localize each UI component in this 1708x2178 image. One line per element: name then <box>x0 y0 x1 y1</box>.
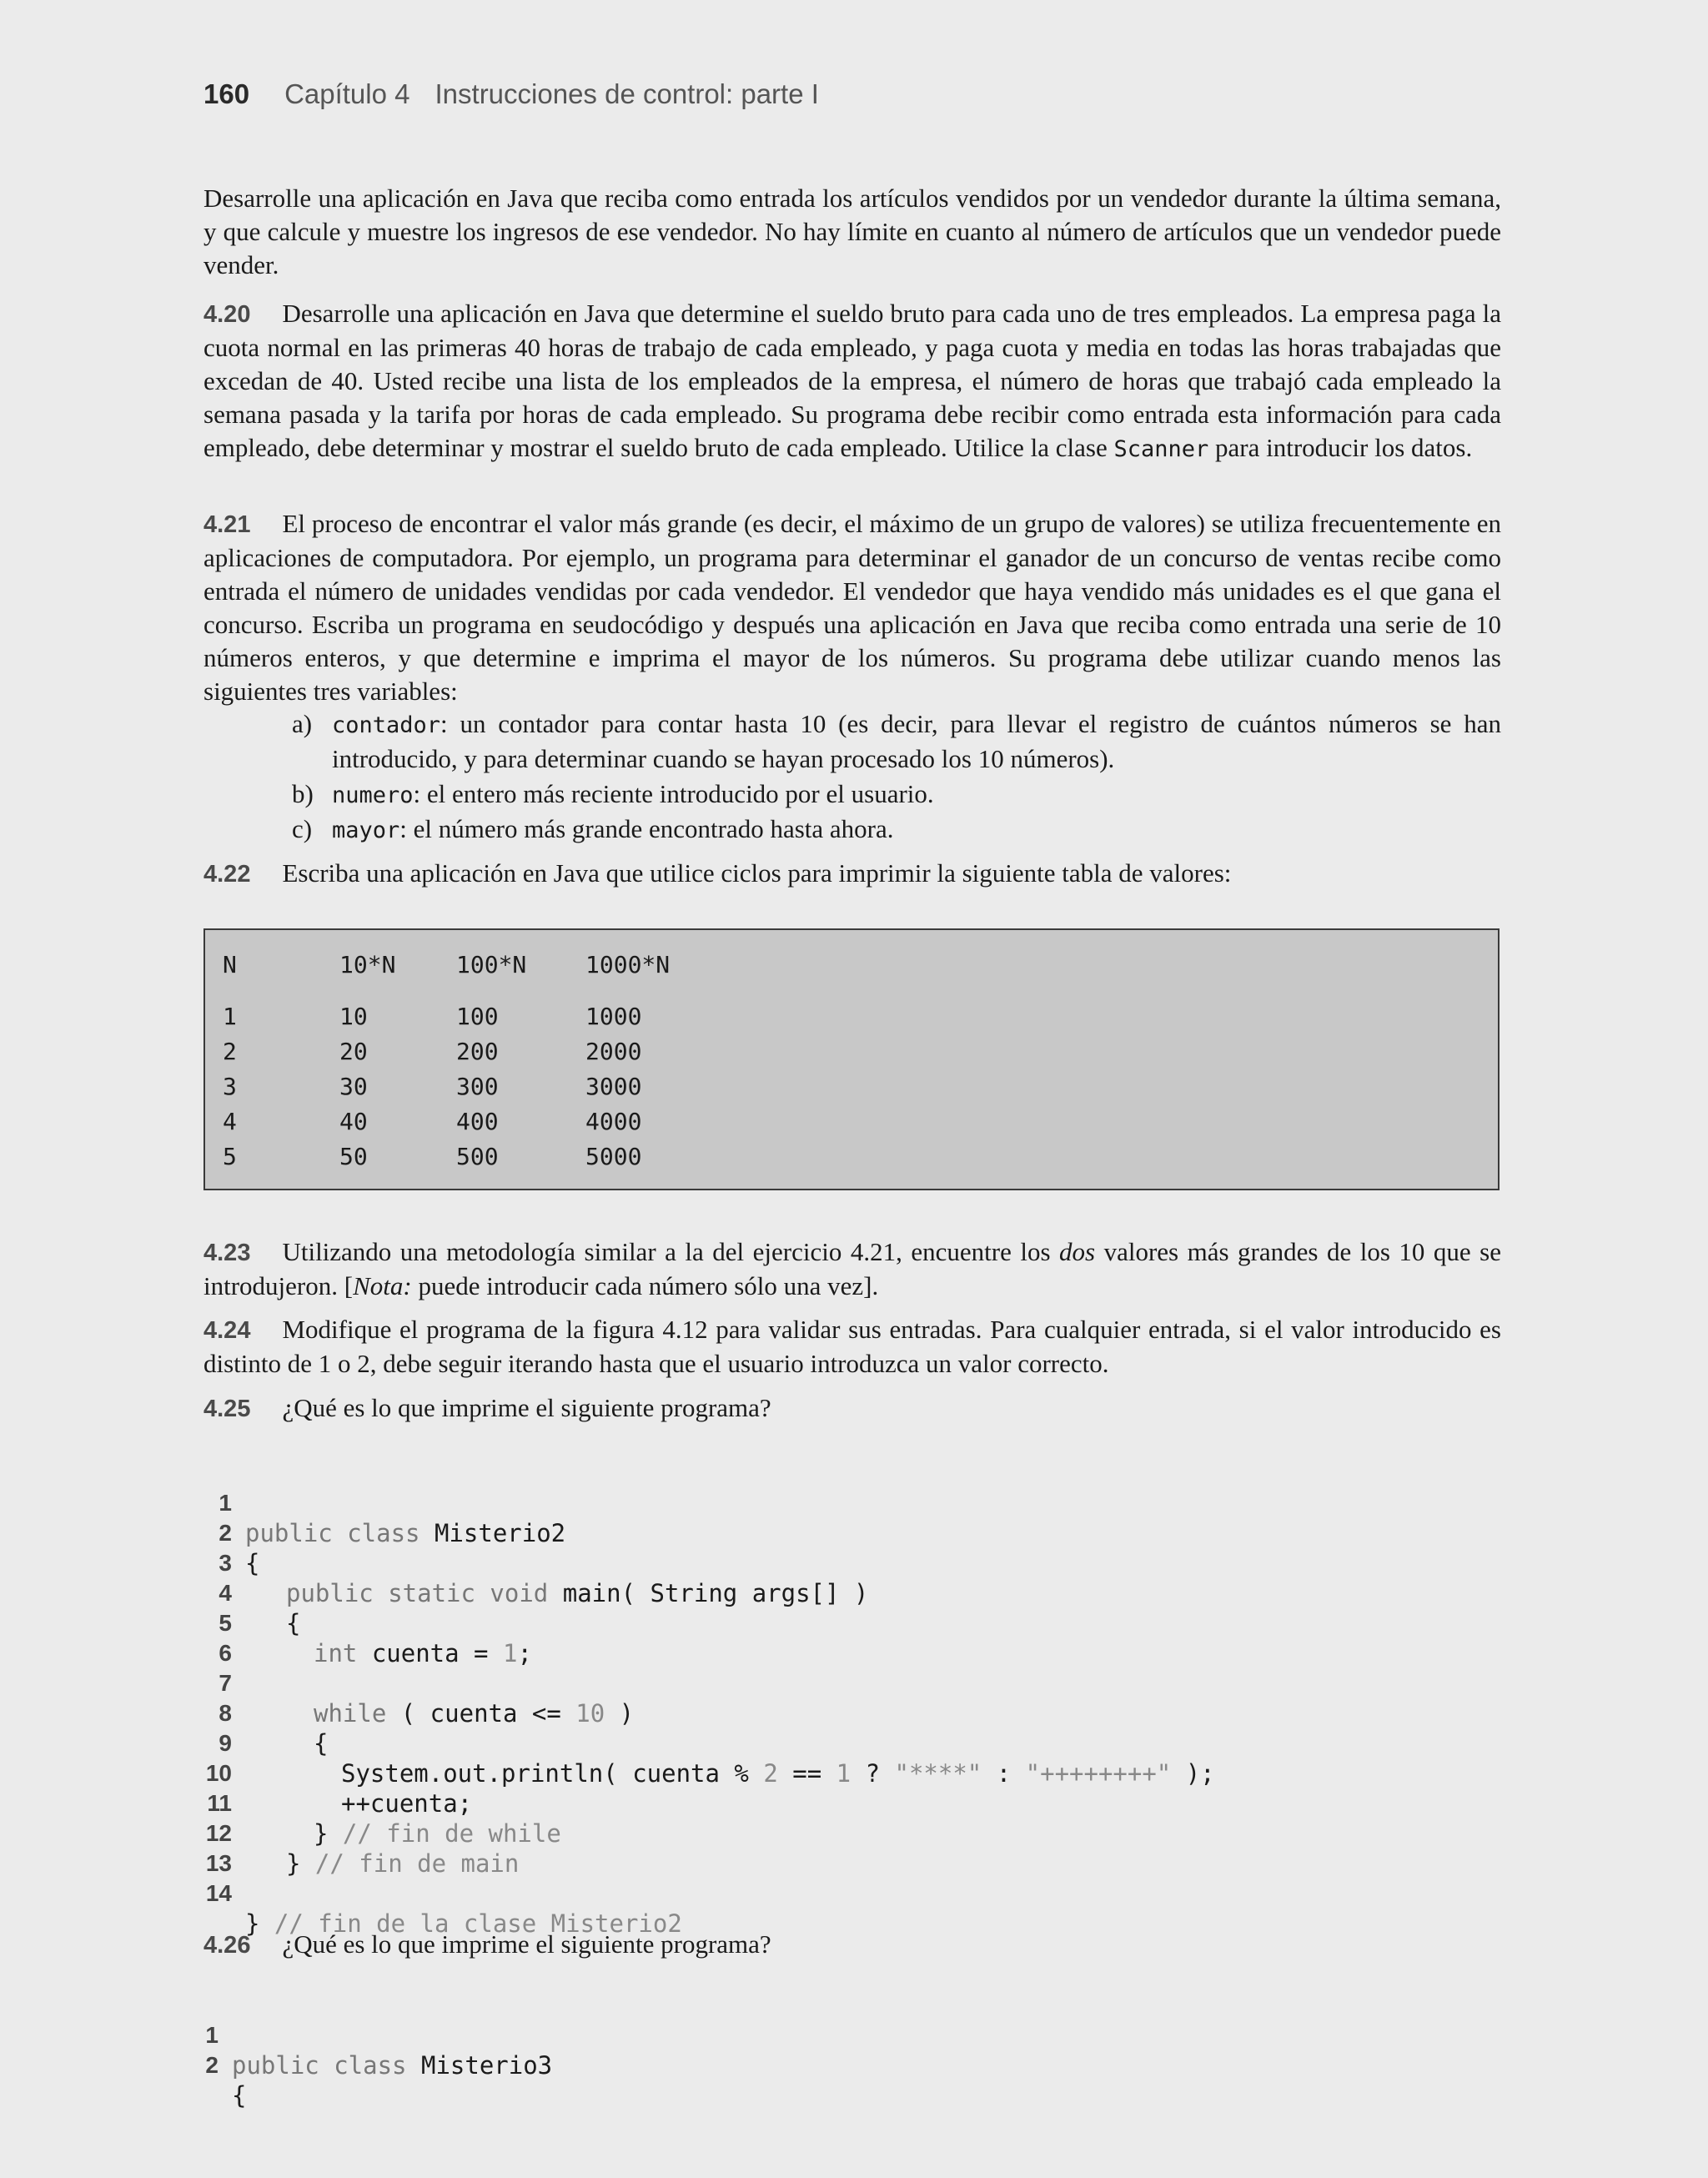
table-cell: 400 <box>456 1108 499 1135</box>
code-text: ); <box>1171 1759 1215 1788</box>
exercise-4-25 <box>203 1391 1501 1426</box>
code-keyword: public class <box>232 2051 421 2080</box>
list-item <box>294 777 1501 812</box>
chapter-title: Instrucciones de control: parte I <box>435 78 819 109</box>
code-line <box>203 1488 262 1577</box>
code-text: System.out.println( cuenta % <box>341 1759 764 1788</box>
line-number: 9 <box>219 1730 232 1756</box>
line-number: 10 <box>205 1760 232 1786</box>
line-number: 2 <box>219 1520 232 1546</box>
table-cell: 30 <box>339 1073 368 1100</box>
code-line <box>203 2020 262 2110</box>
code-keyword: public class <box>245 1519 435 1547</box>
line-number: 1 <box>205 2022 219 2048</box>
line-number: 2 <box>205 2052 219 2078</box>
code-text: } <box>314 1819 343 1848</box>
exercise-4-23 <box>203 1235 1501 1303</box>
exercise-text: ¿Qué es lo que imprime el siguiente programa? <box>282 1393 771 1422</box>
code-line <box>203 1668 329 1758</box>
table-cell: 3 <box>223 1073 237 1100</box>
list-item <box>294 812 1501 848</box>
exercise-number: 4.26 <box>203 1932 251 1959</box>
code-text: ? <box>851 1759 895 1788</box>
inline-code: contador <box>332 712 441 738</box>
code-listing-misterio3 <box>203 1990 1505 2110</box>
exercise-text: puede introducir cada número sólo una vez]. <box>411 1271 879 1300</box>
code-listing-misterio2 <box>203 1458 1505 1938</box>
table-cell: 200 <box>456 1038 499 1065</box>
table-cell: 20 <box>339 1038 368 1065</box>
table-cell: 300 <box>456 1073 499 1100</box>
table-cell: 1 <box>223 1003 237 1030</box>
code-line <box>203 1458 566 1547</box>
line-number: 5 <box>219 1610 232 1636</box>
exercise-number: 4.21 <box>203 511 251 538</box>
list-item-text: : el entero más reciente introducido por el usuario. <box>413 779 934 808</box>
table-cell: 5000 <box>585 1143 642 1170</box>
line-number: 11 <box>207 1790 232 1816</box>
table-cell: 500 <box>456 1143 499 1170</box>
inline-code: numero <box>332 782 414 808</box>
emphasis: dos <box>1059 1237 1096 1266</box>
running-header <box>203 78 819 120</box>
table-header-cell: N <box>223 951 237 978</box>
code-text: ++cuenta; <box>341 1789 473 1818</box>
exercise-text: El proceso de encontrar el valor más grande (es decir, el máximo de un grupo de valores) se utiliza frecuentemente en aplicaciones de computadora. Por ejemplo, un programa para determinar el ganador de un concurso de ventas recibe como entrada el número de unidades vendidas por cada vendedor. El vendedor que haya vendido más unidades es el que gana el concurso. Escriba un programa en seudocódigo y después una aplicación en Java que reciba como entrada una serie de 10 números enteros, y que determine e imprima el mayor de los números. Su programa debe utilizar cuando menos las siguientes tres variables: <box>203 509 1501 706</box>
code-text: Misterio3 <box>420 2051 553 2080</box>
code-comment: // fin de while <box>342 1819 561 1848</box>
code-text: ; <box>517 1639 532 1667</box>
code-text: ) <box>605 1699 635 1728</box>
table-cell: 5 <box>223 1143 237 1170</box>
code-keyword: public static void <box>286 1579 563 1607</box>
code-literal: 1 <box>836 1759 851 1788</box>
code-comment: // fin de main <box>314 1849 520 1878</box>
code-text: { <box>232 2081 247 2110</box>
note-label: Nota: <box>353 1271 412 1300</box>
exercise-number: 4.20 <box>203 301 251 328</box>
exercise-number: 4.25 <box>203 1396 251 1422</box>
table-cell: 3000 <box>585 1073 642 1100</box>
code-text: { <box>245 1549 260 1577</box>
exercise-4-21 <box>203 507 1501 708</box>
code-comment: // fin de la clase Misterio2 <box>274 1909 682 1938</box>
inline-code: mayor <box>332 817 400 843</box>
exercise-4-20 <box>203 297 1501 466</box>
code-text: } <box>245 1909 274 1938</box>
exercise-number: 4.23 <box>203 1240 251 1266</box>
exercise-text: ¿Qué es lo que imprime el siguiente programa? <box>282 1929 771 1959</box>
exercise-text: para introducir los datos. <box>1208 433 1473 462</box>
code-text: : <box>982 1759 1026 1788</box>
line-number: 6 <box>219 1640 232 1666</box>
line-number: 4 <box>219 1580 232 1606</box>
code-line <box>203 1548 301 1637</box>
exercise-text: Escriba una aplicación en Java que utilice ciclos para imprimir la siguiente tabla de valores: <box>282 858 1232 888</box>
code-text: Misterio2 <box>434 1519 566 1547</box>
exercise-4-24 <box>203 1313 1501 1381</box>
table-cell: 1000 <box>585 1003 642 1030</box>
code-keyword: while <box>314 1699 401 1728</box>
code-text: main( String args[] ) <box>562 1579 869 1607</box>
exercise-text: Utilizando una metodología similar a la del ejercicio 4.21, encuentre los <box>282 1237 1060 1266</box>
exercise-4-22 <box>203 857 1501 891</box>
code-string: "****" <box>894 1759 982 1788</box>
list-item <box>294 707 1501 776</box>
line-number: 14 <box>205 1880 232 1906</box>
table-header-cell: 1000*N <box>585 951 671 978</box>
table-header-cell: 10*N <box>339 951 396 978</box>
inline-code: Scanner <box>1113 436 1209 462</box>
code-text: } <box>286 1849 315 1878</box>
list-item-label: c) <box>292 814 313 843</box>
line-number: 1 <box>219 1490 232 1516</box>
table-cell: 40 <box>339 1108 368 1135</box>
line-number: 7 <box>219 1670 232 1696</box>
code-line <box>203 1990 553 2080</box>
exercise-number: 4.24 <box>203 1317 251 1344</box>
code-text: == <box>777 1759 836 1788</box>
table-cell: 100 <box>456 1003 499 1030</box>
code-literal: 10 <box>575 1699 605 1728</box>
exercise-4-26 <box>203 1928 1501 1962</box>
exercise-text: valores más grandes de los 10 que se introdujeron. [ <box>203 1237 1501 1300</box>
code-literal: 1 <box>502 1639 518 1667</box>
code-line <box>203 1818 262 1876</box>
code-text: { <box>286 1609 301 1637</box>
page-number: 160 <box>203 78 250 109</box>
chapter-label: Capítulo 4 <box>284 78 410 109</box>
code-text: { <box>314 1729 329 1758</box>
line-number: 12 <box>205 1820 232 1846</box>
list-item-text: : un contador para contar hasta 10 (es decir, para llevar el registro de cuántos números se han introducido, y para determinar cuando se hayan procesado los 10 números). <box>332 709 1501 773</box>
code-text: ( cuenta <= <box>400 1699 576 1728</box>
line-number: 3 <box>219 1550 232 1576</box>
values-table <box>203 928 1500 1190</box>
table-cell: 4000 <box>585 1108 642 1135</box>
list-item-label: a) <box>292 709 313 738</box>
line-number: 13 <box>205 1850 232 1876</box>
code-string: "++++++++" <box>1025 1759 1172 1788</box>
line-number: 8 <box>219 1700 232 1726</box>
list-item-label: b) <box>292 779 314 808</box>
exercise-text: Desarrolle una aplicación en Java que determine el sueldo bruto para cada uno de tres empleados. La empresa paga la cuota normal en las primeras 40 horas de trabajo de cada empleado, y paga cuota y media en todas las horas trabajadas que excedan de 40. Usted recibe una lista de los empleados de la empresa, el número de horas que trabajó cada empleado la semana pasada y la tarifa por horas de cada empleado. Su programa debe recibir como entrada esta información para cada empleado, debe determinar y mostrar el sueldo bruto de cada empleado. Utilice la clase <box>203 299 1501 462</box>
table-header-cell: 100*N <box>456 951 527 978</box>
code-text: cuenta = <box>371 1639 503 1667</box>
table-cell: 50 <box>339 1143 368 1170</box>
code-literal: 2 <box>763 1759 778 1788</box>
exercise-text: Modifique el programa de la figura 4.12 para validar sus entradas. Para cualquier entrada, si el valor introducido es distinto de 1 o 2, debe seguir iterando hasta que el usuario introduzca un valor correcto. <box>203 1315 1501 1378</box>
code-keyword: int <box>314 1639 372 1667</box>
table-cell: 4 <box>223 1108 237 1135</box>
code-line <box>203 1608 262 1666</box>
intro-paragraph: Desarrolle una aplicación en Java que reciba como entrada los artículos vendidos por un vendedor durante la última semana, y que calcule y muestre los ingresos de ese vendedor. No hay límite en cuanto al número de artículos que un vendedor puede vender. <box>203 184 1501 279</box>
table-cell: 2 <box>223 1038 237 1065</box>
table-cell: 10 <box>339 1003 368 1030</box>
table-cell: 2000 <box>585 1038 642 1065</box>
exercise-number: 4.22 <box>203 861 251 888</box>
list-item-text: : el número más grande encontrado hasta ahora. <box>399 814 894 843</box>
